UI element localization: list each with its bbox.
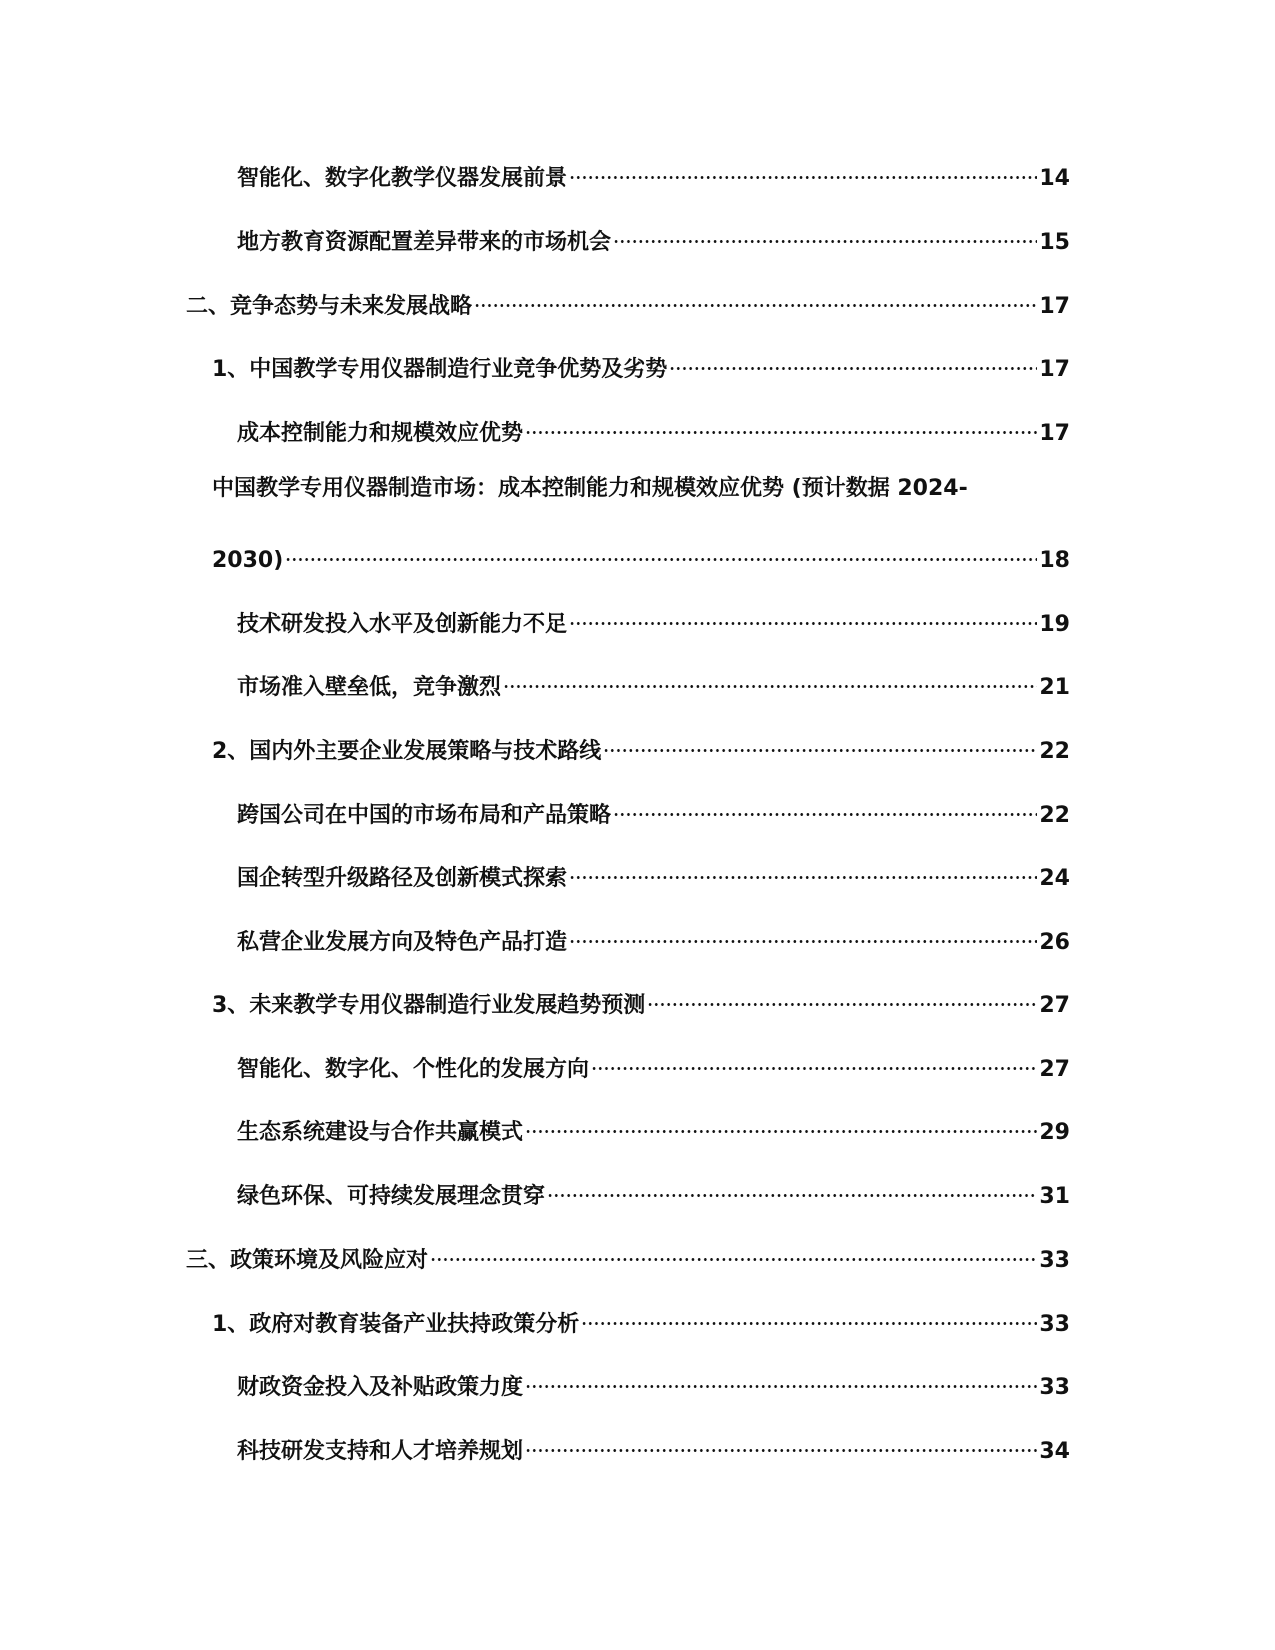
dot-leader [285, 537, 1037, 567]
toc-page-number: 22 [1039, 739, 1070, 764]
toc-page-number: 21 [1039, 675, 1070, 700]
toc-entry[interactable] [237, 919, 1070, 955]
toc-page-number: 22 [1039, 803, 1070, 828]
toc-entry-section[interactable] [212, 982, 1070, 1018]
dot-leader [525, 410, 1037, 440]
toc-entry-title: 三、政策环境及风险应对 [186, 1248, 429, 1273]
toc-page-number: 19 [1039, 612, 1070, 637]
toc-page-number: 14 [1039, 166, 1070, 191]
toc-entry-title: 智能化、数字化教学仪器发展前景 [237, 166, 568, 191]
dot-leader [669, 346, 1037, 376]
toc-page-number: 33 [1039, 1312, 1070, 1337]
toc-entry[interactable] [237, 1109, 1070, 1145]
toc-page-number: 17 [1039, 357, 1070, 382]
toc-entry-title: 二、竞争态势与未来发展战略 [186, 294, 473, 319]
toc-page-number: 34 [1039, 1439, 1070, 1464]
toc-page-number: 15 [1039, 230, 1070, 255]
toc-entry[interactable] [237, 1173, 1070, 1209]
dot-leader [613, 219, 1037, 249]
toc-entry-title: 私营企业发展方向及特色产品打造 [237, 930, 568, 955]
dot-leader [525, 1428, 1037, 1458]
toc-entry[interactable] [237, 664, 1070, 700]
toc-entry-title: 科技研发支持和人才培养规划 [237, 1439, 524, 1464]
toc-entry-title: 市场准入壁垒低，竞争激烈 [237, 675, 502, 700]
dot-leader [569, 601, 1037, 631]
toc-page-number: 31 [1039, 1184, 1070, 1209]
dot-leader [569, 855, 1037, 885]
toc-page-number: 18 [1039, 548, 1070, 573]
toc-page-number: 27 [1039, 1057, 1070, 1082]
toc-page-number: 33 [1039, 1248, 1070, 1273]
toc-page-number: 17 [1039, 421, 1070, 446]
toc-entry-title-wrapped-line[interactable]: 中国教学专用仪器制造市场：成本控制能力和规模效应优势 (预计数据 2024- [212, 476, 968, 501]
toc-entry-title: 成本控制能力和规模效应优势 [237, 421, 524, 446]
toc-entry-title: 2030) [212, 548, 284, 573]
toc-entry[interactable] [212, 537, 1070, 573]
toc-entry[interactable] [237, 792, 1070, 828]
toc-page-number: 17 [1039, 294, 1070, 319]
dot-leader [525, 1109, 1037, 1139]
toc-entry-title: 财政资金投入及补贴政策力度 [237, 1375, 524, 1400]
toc-entry-title: 绿色环保、可持续发展理念贯穿 [237, 1184, 546, 1209]
dot-leader [547, 1173, 1037, 1203]
dot-leader [591, 1046, 1037, 1076]
toc-entry-title: 跨国公司在中国的市场布局和产品策略 [237, 803, 612, 828]
toc-entry[interactable] [237, 1428, 1070, 1464]
toc-entry-title: 地方教育资源配置差异带来的市场机会 [237, 230, 612, 255]
toc-entry-title: 2、国内外主要企业发展策略与技术路线 [212, 739, 602, 764]
toc-entry[interactable] [237, 601, 1070, 637]
toc-entry-title: 技术研发投入水平及创新能力不足 [237, 612, 568, 637]
toc-entry[interactable] [237, 155, 1070, 191]
toc-page-number: 26 [1039, 930, 1070, 955]
toc-page-number: 27 [1039, 993, 1070, 1018]
toc-entry-chapter[interactable] [186, 1237, 1070, 1273]
toc-entry-section[interactable] [212, 728, 1070, 764]
dot-leader [474, 283, 1037, 313]
toc-page-number: 33 [1039, 1375, 1070, 1400]
toc-entry[interactable] [237, 410, 1070, 446]
dot-leader [613, 792, 1037, 822]
toc-entry-title: 智能化、数字化、个性化的发展方向 [237, 1057, 590, 1082]
dot-leader [581, 1301, 1037, 1331]
toc-entry[interactable] [237, 1046, 1070, 1082]
toc-entry[interactable] [237, 855, 1070, 891]
toc-entry-chapter[interactable] [186, 283, 1070, 319]
dot-leader [525, 1364, 1037, 1394]
toc-entry-title: 1、政府对教育装备产业扶持政策分析 [212, 1312, 580, 1337]
dot-leader [569, 919, 1037, 949]
dot-leader [430, 1237, 1037, 1267]
toc-entry-section[interactable] [212, 346, 1070, 382]
dot-leader [603, 728, 1037, 758]
toc-entry[interactable] [237, 1364, 1070, 1400]
toc-page-number: 24 [1039, 866, 1070, 891]
dot-leader [503, 664, 1037, 694]
dot-leader [569, 155, 1037, 185]
toc-entry[interactable] [237, 219, 1070, 255]
toc-entry-section[interactable] [212, 1301, 1070, 1337]
toc-entry-title: 3、未来教学专用仪器制造行业发展趋势预测 [212, 993, 646, 1018]
toc-entry-title: 1、中国教学专用仪器制造行业竞争优势及劣势 [212, 357, 668, 382]
toc-page-number: 29 [1039, 1120, 1070, 1145]
toc-entry-title: 生态系统建设与合作共赢模式 [237, 1120, 524, 1145]
dot-leader [647, 982, 1037, 1012]
toc-entry-title: 国企转型升级路径及创新模式探索 [237, 866, 568, 891]
